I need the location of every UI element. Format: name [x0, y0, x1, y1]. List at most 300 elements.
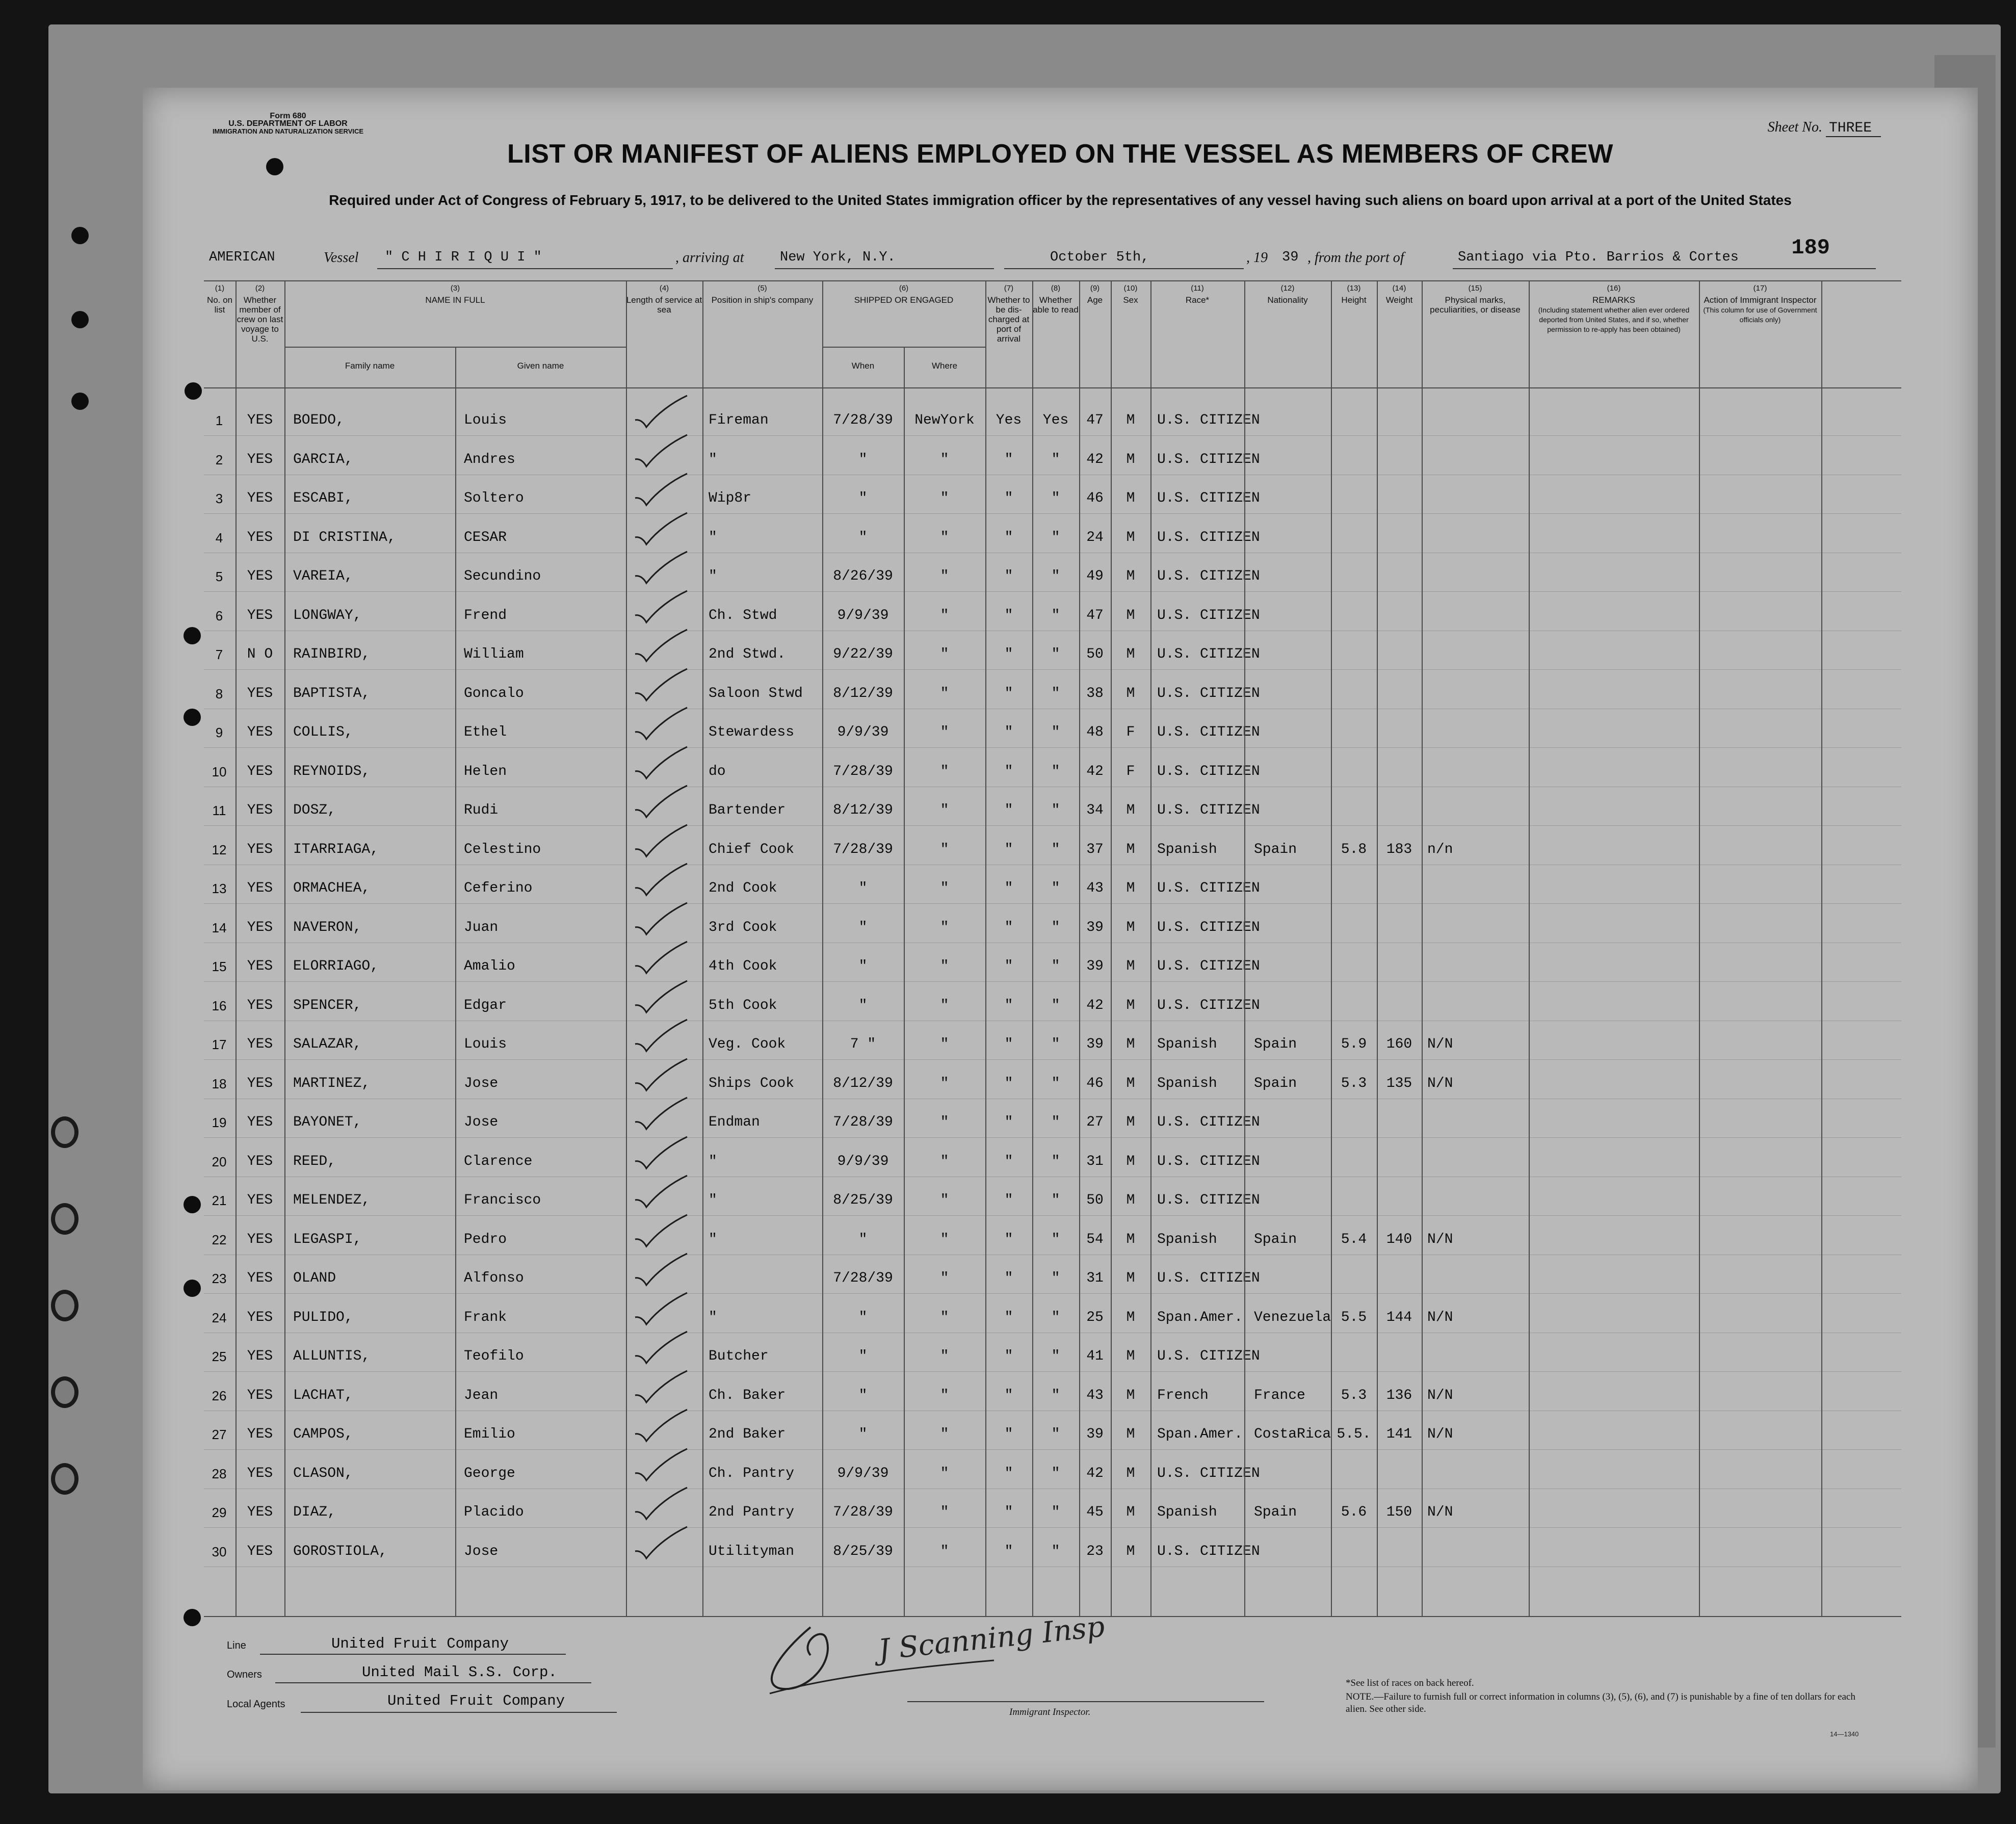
cell-age: 31	[1086, 1270, 1104, 1286]
cell-family: BOEDO,	[293, 412, 345, 428]
cell-family: CAMPOS,	[293, 1426, 353, 1442]
cell-where: "	[940, 1036, 949, 1052]
cell-when: 8/25/39	[833, 1192, 893, 1208]
departure-port: Santiago via Pto. Barrios & Cortes	[1458, 250, 1739, 265]
cell-sex: M	[1126, 1426, 1135, 1442]
cell-given: Placido	[464, 1504, 524, 1520]
cell-height: 5.8	[1341, 841, 1367, 857]
binder-ring	[51, 1203, 78, 1235]
cell-sex: M	[1126, 1036, 1135, 1052]
cell-position: 4th Cook	[709, 958, 777, 974]
cell-discharged: "	[1004, 724, 1013, 740]
cell-read: "	[1051, 1036, 1060, 1052]
cell-sex: M	[1126, 880, 1135, 896]
page-number: 189	[1791, 236, 1830, 260]
cell-age: 38	[1086, 685, 1104, 701]
cell-age: 43	[1086, 880, 1104, 896]
cell-discharged: "	[1004, 1075, 1013, 1091]
cell-when: "	[858, 919, 868, 935]
cell-position: Fireman	[709, 412, 769, 428]
cell-given: CESAR	[464, 529, 507, 545]
shipped-when-header: When	[851, 361, 875, 371]
cell-race: U.S. CITIZEN	[1157, 880, 1260, 896]
cell-where: "	[940, 646, 949, 662]
punch-hole	[184, 1609, 201, 1626]
cell-family: ORMACHEA,	[293, 880, 371, 896]
cell-weight: 183	[1386, 841, 1412, 857]
length-of-service-check-icon	[631, 862, 692, 897]
cell-given: Juan	[464, 919, 499, 935]
cell-discharged: "	[1004, 958, 1013, 974]
cell-sex: M	[1126, 1114, 1135, 1130]
cell-given: Rudi	[464, 802, 499, 818]
cell-prev: YES	[247, 490, 273, 506]
cell-position: Saloon Stwd	[709, 685, 803, 701]
punch-hole	[184, 709, 201, 726]
cell-family: MELENDEZ,	[293, 1192, 371, 1208]
sheet-label: Sheet No.	[1767, 119, 1822, 135]
cell-when: 9/9/39	[837, 724, 889, 740]
punch-hole	[184, 1196, 201, 1213]
length-of-service-check-icon	[631, 511, 692, 546]
penalty-note: NOTE.—Failure to furnish full or correct information in columns (3), (5), (6), and (7) is punishable by a fine of ten dollars for each alien. See other side.	[1346, 1691, 1855, 1714]
cell-family: DOSZ,	[293, 802, 336, 818]
length-of-service-check-icon	[631, 1096, 692, 1131]
cell-sex: M	[1126, 529, 1135, 545]
cell-prev: N O	[247, 646, 273, 662]
cell-age: 27	[1086, 1114, 1104, 1130]
cell-age: 42	[1086, 763, 1104, 779]
cell-race: U.S. CITIZEN	[1157, 412, 1260, 428]
length-of-service-check-icon	[631, 1213, 692, 1248]
cell-nationality: Venezuela	[1254, 1309, 1331, 1325]
cell-position: Bartender	[709, 802, 786, 818]
cell-sex: M	[1126, 1387, 1135, 1403]
cell-position: Stewardess	[709, 724, 795, 740]
cell-when: "	[858, 1426, 868, 1442]
row-number: 7	[215, 647, 223, 662]
column-header-17: (17) Action of Immigrant Inspector (This column for use of Government officials only)	[1703, 284, 1817, 324]
cell-where: "	[940, 1426, 949, 1442]
cell-where: "	[940, 1192, 949, 1208]
length-of-service-check-icon	[631, 1369, 692, 1404]
length-of-service-check-icon	[631, 1057, 692, 1092]
cell-family: BAPTISTA,	[293, 685, 371, 701]
cell-where: "	[940, 763, 949, 779]
cell-family: REED,	[293, 1153, 336, 1169]
cell-where: "	[940, 1348, 949, 1364]
cell-where: "	[940, 451, 949, 467]
cell-prev: YES	[247, 997, 273, 1013]
cell-where: "	[940, 880, 949, 896]
cell-family: CLASON,	[293, 1465, 353, 1481]
cell-sex: M	[1126, 1075, 1135, 1091]
cell-when: 8/25/39	[833, 1543, 893, 1559]
row-number: 13	[212, 881, 227, 896]
cell-age: 39	[1086, 1036, 1104, 1052]
cell-weight: 144	[1386, 1309, 1412, 1325]
cell-position: Chief Cook	[709, 841, 795, 857]
cell-sex: F	[1126, 724, 1135, 740]
cell-prev: YES	[247, 880, 273, 896]
row-number: 19	[212, 1115, 227, 1130]
length-of-service-check-icon	[631, 1525, 692, 1560]
length-of-service-check-icon	[631, 1135, 692, 1170]
cell-age: 45	[1086, 1504, 1104, 1520]
cell-prev: YES	[247, 1543, 273, 1559]
cell-when: "	[858, 1231, 868, 1247]
cell-height: 5.9	[1341, 1036, 1367, 1052]
agents-value: United Fruit Company	[387, 1692, 565, 1709]
length-of-service-check-icon	[631, 1291, 692, 1326]
row-number: 12	[212, 842, 227, 857]
row-number: 11	[212, 803, 226, 818]
sheet-number-field	[1768, 119, 1881, 136]
cell-position: Utilityman	[709, 1543, 795, 1559]
cell-read: "	[1051, 1426, 1060, 1442]
service-name: IMMIGRATION AND NATURALIZATION SERVICE	[212, 127, 364, 135]
cell-read: "	[1051, 1504, 1060, 1520]
cell-weight: 160	[1386, 1036, 1412, 1052]
column-header-3: (3) NAME IN FULL	[425, 284, 485, 305]
cell-given: Soltero	[464, 490, 524, 506]
binder-ring	[51, 1290, 78, 1321]
row-number: 2	[215, 452, 223, 467]
row-number: 22	[212, 1232, 227, 1247]
cell-family: DIAZ,	[293, 1504, 336, 1520]
cell-where: "	[940, 568, 949, 584]
cell-position: Butcher	[709, 1348, 769, 1364]
department-name: U.S. DEPARTMENT OF LABOR	[228, 119, 348, 128]
cell-discharged: "	[1004, 1153, 1013, 1169]
cell-family: NAVERON,	[293, 919, 362, 935]
column-header-14: (14) Weight	[1385, 284, 1413, 305]
cell-where: "	[940, 802, 949, 818]
cell-sex: M	[1126, 1270, 1135, 1286]
cell-family: ALLUNTIS,	[293, 1348, 371, 1364]
binder-hole	[71, 311, 89, 328]
cell-prev: YES	[247, 1426, 273, 1442]
family-name-header: Family name	[345, 361, 395, 371]
cell-position: Ch. Pantry	[709, 1465, 795, 1481]
cell-sex: M	[1126, 958, 1135, 974]
row-number: 1	[215, 413, 223, 428]
line-label: Line	[227, 1640, 246, 1651]
length-of-service-check-icon	[631, 1486, 692, 1521]
cell-given: Celestino	[464, 841, 541, 857]
crew-table	[204, 280, 1901, 1616]
cell-sex: M	[1126, 802, 1135, 818]
cell-read: "	[1051, 1231, 1060, 1247]
cell-given: George	[464, 1465, 515, 1481]
cell-where: "	[940, 841, 949, 857]
cell-discharged: "	[1004, 1231, 1013, 1247]
cell-discharged: "	[1004, 1114, 1013, 1130]
cell-read: "	[1051, 763, 1060, 779]
cell-read: "	[1051, 1114, 1060, 1130]
cell-read: "	[1051, 1270, 1060, 1286]
cell-age: 23	[1086, 1543, 1104, 1559]
cell-given: Ceferino	[464, 880, 533, 896]
cell-where: "	[940, 529, 949, 545]
cell-read: "	[1051, 1153, 1060, 1169]
cell-when: 7 "	[850, 1036, 876, 1052]
cell-age: 39	[1086, 1426, 1104, 1442]
cell-marks: N/N	[1427, 1387, 1453, 1403]
cell-discharged: "	[1004, 763, 1013, 779]
cell-given: Louis	[464, 1036, 507, 1052]
length-of-service-check-icon	[631, 1018, 692, 1053]
binder-hole	[71, 393, 89, 410]
cell-given: Emilio	[464, 1426, 515, 1442]
cell-where: "	[940, 1387, 949, 1403]
cell-position: Veg. Cook	[709, 1036, 786, 1052]
arrival-date: October 5th,	[1050, 250, 1149, 265]
cell-when: "	[858, 529, 868, 545]
row-number: 21	[212, 1193, 227, 1208]
cell-family: OLAND	[293, 1270, 336, 1286]
cell-given: Goncalo	[464, 685, 524, 701]
cell-prev: YES	[247, 1114, 273, 1130]
form-number: Form 680	[270, 112, 306, 120]
cell-prev: YES	[247, 412, 273, 428]
cell-position: 2nd Stwd.	[709, 646, 786, 662]
cell-nationality: Spain	[1254, 1075, 1297, 1091]
cell-prev: YES	[247, 763, 273, 779]
cell-discharged: "	[1004, 880, 1013, 896]
cell-race: U.S. CITIZEN	[1157, 919, 1260, 935]
cell-where: "	[940, 919, 949, 935]
cell-prev: YES	[247, 685, 273, 701]
row-number: 3	[215, 491, 223, 506]
cell-race: U.S. CITIZEN	[1157, 568, 1260, 584]
cell-position: "	[709, 1309, 717, 1325]
binder-ring	[51, 1116, 78, 1148]
cell-read: "	[1051, 646, 1060, 662]
cell-where: "	[940, 1465, 949, 1481]
cell-race: U.S. CITIZEN	[1157, 763, 1260, 779]
cell-race: U.S. CITIZEN	[1157, 1543, 1260, 1559]
cell-age: 37	[1086, 841, 1104, 857]
cell-read: Yes	[1042, 412, 1069, 428]
cell-race: Span.Amer.	[1157, 1309, 1243, 1325]
page-subtitle: Required under Act of Congress of February 5, 1917, to be delivered to the United States immigration officer by the representatives of any vessel having such aliens on board upon arrival at a port of the United States	[329, 192, 1792, 208]
cell-sex: M	[1126, 1504, 1135, 1520]
length-of-service-check-icon	[631, 1252, 692, 1287]
cell-sex: M	[1126, 997, 1135, 1013]
cell-height: 5.4	[1341, 1231, 1367, 1247]
arriving-label: , arriving at	[675, 250, 744, 266]
length-of-service-check-icon	[631, 745, 692, 780]
cell-prev: YES	[247, 724, 273, 740]
cell-race: U.S. CITIZEN	[1157, 1114, 1260, 1130]
cell-discharged: "	[1004, 997, 1013, 1013]
cell-age: 48	[1086, 724, 1104, 740]
cell-given: Helen	[464, 763, 507, 779]
cell-position: Ships Cook	[709, 1075, 795, 1091]
cell-read: "	[1051, 607, 1060, 623]
cell-discharged: "	[1004, 1543, 1013, 1559]
cell-race: U.S. CITIZEN	[1157, 802, 1260, 818]
arrival-port: New York, N.Y.	[780, 250, 896, 265]
cell-height: 5.6	[1341, 1504, 1367, 1520]
cell-discharged: "	[1004, 841, 1013, 857]
cell-where: "	[940, 724, 949, 740]
binder-ring	[51, 1376, 78, 1408]
cell-family: GOROSTIOLA,	[293, 1543, 387, 1559]
cell-prev: YES	[247, 529, 273, 545]
cell-discharged: "	[1004, 490, 1013, 506]
row-number: 30	[212, 1544, 227, 1559]
cell-when: 8/12/39	[833, 802, 893, 818]
length-of-service-check-icon	[631, 550, 692, 585]
cell-where: "	[940, 490, 949, 506]
cell-marks: n/n	[1427, 841, 1453, 857]
cell-age: 42	[1086, 451, 1104, 467]
cell-given: Ethel	[464, 724, 507, 740]
cell-sex: M	[1126, 841, 1135, 857]
cell-when: 9/22/39	[833, 646, 893, 662]
row-number: 24	[212, 1310, 227, 1325]
cell-family: RAINBIRD,	[293, 646, 371, 662]
cell-age: 39	[1086, 958, 1104, 974]
cell-height: 5.3	[1341, 1075, 1367, 1091]
cell-prev: YES	[247, 607, 273, 623]
cell-sex: M	[1126, 1231, 1135, 1247]
cell-discharged: "	[1004, 529, 1013, 545]
cell-marks: N/N	[1427, 1075, 1453, 1091]
cell-given: Louis	[464, 412, 507, 428]
cell-sex: M	[1126, 1465, 1135, 1481]
cell-given: Francisco	[464, 1192, 541, 1208]
cell-prev: YES	[247, 802, 273, 818]
cell-age: 54	[1086, 1231, 1104, 1247]
page-title: LIST OR MANIFEST OF ALIENS EMPLOYED ON THE VESSEL AS MEMBERS OF CREW	[507, 139, 1613, 169]
cell-prev: YES	[247, 1270, 273, 1286]
cell-where: "	[940, 1504, 949, 1520]
cell-prev: YES	[247, 1231, 273, 1247]
cell-race: U.S. CITIZEN	[1157, 958, 1260, 974]
cell-read: "	[1051, 919, 1060, 935]
cell-discharged: "	[1004, 685, 1013, 701]
cell-race: U.S. CITIZEN	[1157, 1192, 1260, 1208]
column-header-7: (7) Whether to be dis-charged at port of arrival	[987, 284, 1030, 344]
row-number: 14	[212, 920, 227, 935]
cell-discharged: "	[1004, 1309, 1013, 1325]
cell-age: 25	[1086, 1309, 1104, 1325]
cell-family: ESCABI,	[293, 490, 353, 506]
cell-given: Secundino	[464, 568, 541, 584]
cell-race: U.S. CITIZEN	[1157, 646, 1260, 662]
cell-age: 24	[1086, 529, 1104, 545]
cell-race: Spanish	[1157, 1504, 1217, 1520]
row-number: 28	[212, 1466, 227, 1481]
cell-marks: N/N	[1427, 1426, 1453, 1442]
cell-when: 7/28/39	[833, 763, 893, 779]
cell-family: REYNOIDS,	[293, 763, 371, 779]
cell-race: Span.Amer.	[1157, 1426, 1243, 1442]
column-header-11: (11) Race*	[1185, 284, 1210, 305]
binder-hole	[71, 227, 89, 244]
manifest-sheet	[143, 88, 1978, 1790]
cell-discharged: "	[1004, 1270, 1013, 1286]
cell-race: U.S. CITIZEN	[1157, 1465, 1260, 1481]
length-of-service-check-icon	[631, 472, 692, 507]
cell-sex: M	[1126, 451, 1135, 467]
cell-position: "	[709, 451, 717, 467]
row-number: 25	[212, 1349, 227, 1364]
cell-given: Jose	[464, 1075, 499, 1091]
cell-prev: YES	[247, 568, 273, 584]
column-header-12: (12) Nationality	[1267, 284, 1308, 305]
line-value: United Fruit Company	[331, 1635, 509, 1652]
shipped-where-header: Where	[931, 361, 958, 371]
row-number: 18	[212, 1076, 227, 1091]
cell-race: U.S. CITIZEN	[1157, 490, 1260, 506]
cell-age: 47	[1086, 607, 1104, 623]
cell-family: LEGASPI,	[293, 1231, 362, 1247]
length-of-service-check-icon	[631, 979, 692, 1014]
cell-when: 8/12/39	[833, 1075, 893, 1091]
cell-position: "	[709, 529, 717, 545]
form-code: 14—1340	[1830, 1730, 1859, 1738]
cell-sex: M	[1126, 919, 1135, 935]
cell-age: 50	[1086, 646, 1104, 662]
cell-family: LONGWAY,	[293, 607, 362, 623]
cell-race: Spanish	[1157, 841, 1217, 857]
cell-prev: YES	[247, 1504, 273, 1520]
cell-given: Jean	[464, 1387, 499, 1403]
cell-discharged: "	[1004, 1465, 1013, 1481]
cell-given: Pedro	[464, 1231, 507, 1247]
arrival-year: 39	[1282, 250, 1299, 265]
cell-prev: YES	[247, 451, 273, 467]
cell-discharged: "	[1004, 1426, 1013, 1442]
cell-read: "	[1051, 529, 1060, 545]
cell-marks: N/N	[1427, 1231, 1453, 1247]
cell-sex: M	[1126, 1153, 1135, 1169]
cell-race: French	[1157, 1387, 1209, 1403]
cell-weight: 140	[1386, 1231, 1412, 1247]
punch-hole	[184, 627, 201, 644]
cell-discharged: "	[1004, 1387, 1013, 1403]
cell-prev: YES	[247, 1153, 273, 1169]
column-header-16: (16) REMARKS (Including statement whether alien ever ordered deported from United States, and if so, whether permission to re-apply has been obtained)	[1538, 284, 1690, 333]
length-of-service-check-icon	[631, 1447, 692, 1482]
cell-sex: M	[1126, 1543, 1135, 1559]
row-number: 23	[212, 1271, 227, 1286]
cell-where: "	[940, 958, 949, 974]
cell-sex: M	[1126, 412, 1135, 428]
cell-position: Endman	[709, 1114, 760, 1130]
cell-family: ITARRIAGA,	[293, 841, 379, 857]
cell-discharged: "	[1004, 451, 1013, 467]
cell-discharged: "	[1004, 1036, 1013, 1052]
cell-read: "	[1051, 685, 1060, 701]
cell-given: Edgar	[464, 997, 507, 1013]
length-of-service-check-icon	[631, 901, 692, 936]
length-of-service-check-icon	[631, 784, 692, 819]
vessel-line	[209, 250, 1866, 270]
length-of-service-check-icon	[631, 823, 692, 858]
cell-prev: YES	[247, 841, 273, 857]
races-note: *See list of races on back hereof.	[1346, 1678, 1474, 1688]
cell-where: "	[940, 1231, 949, 1247]
cell-read: "	[1051, 490, 1060, 506]
cell-when: 9/9/39	[837, 607, 889, 623]
cell-position: "	[709, 1153, 717, 1169]
length-of-service-check-icon	[631, 1174, 692, 1209]
